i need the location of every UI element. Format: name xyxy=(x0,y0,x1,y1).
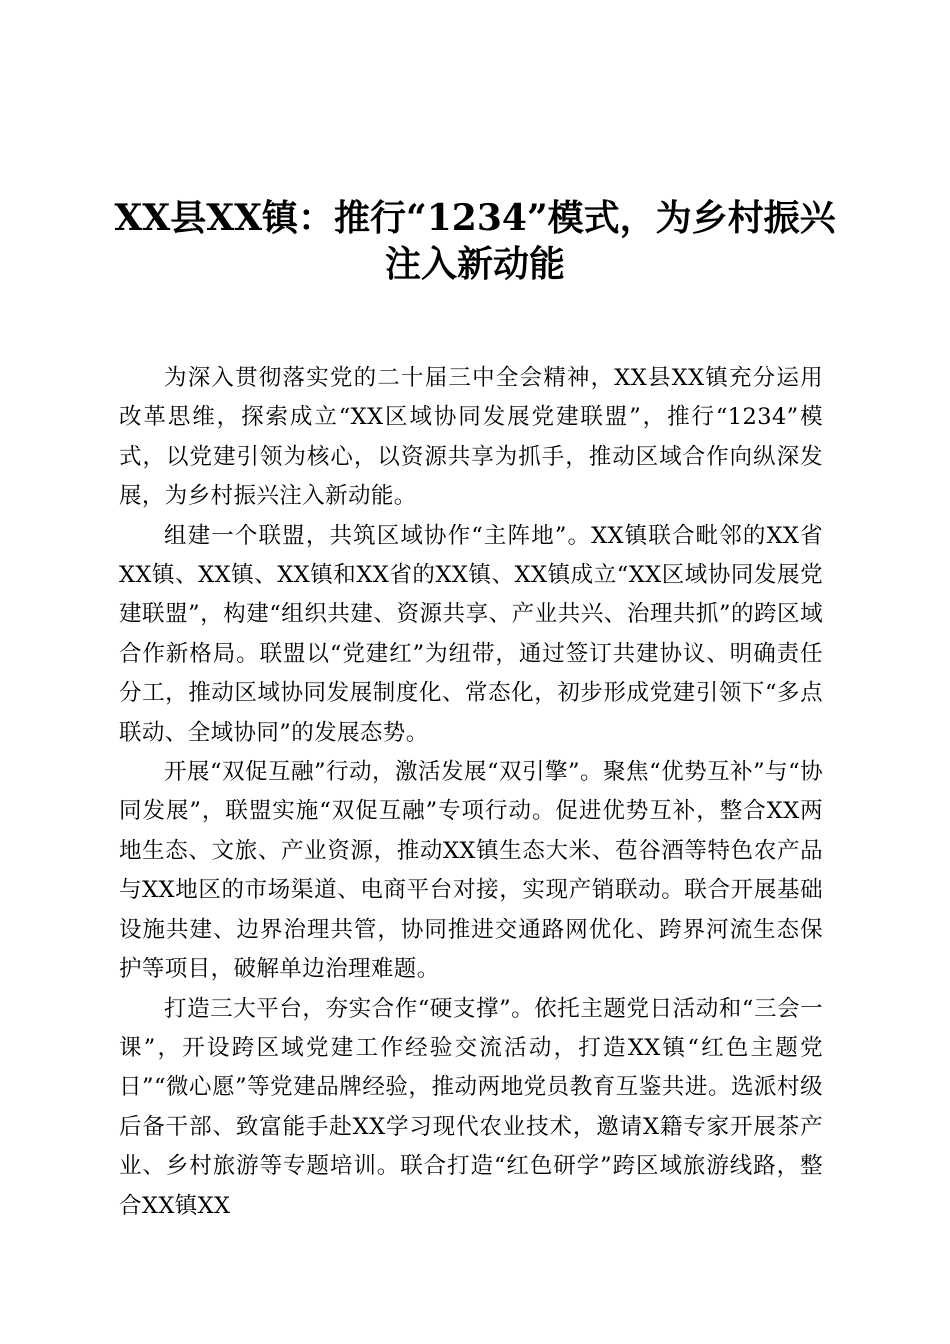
body-paragraph-intro: 为深入贯彻落实党的二十届三中全会精神，XX县XX镇充分运用改革思维，探索成立“XX区域协同发展党建联盟”，推行“1234”模式，以党建引领为核心，以资源共享为抓手，推动区域合作向纵深发展，为乡村振兴注入新动能。 xyxy=(119,365,823,510)
document-title-line-1: XX县XX镇：推行“1234”模式，为乡村振兴 xyxy=(114,197,836,239)
body-paragraph-platforms: 打造三大平台，夯实合作“硬支撑”。依托主题党日活动和“三会一课”，开设跨区域党建工作经验交流活动，打造XX镇“红色主题党日”“微心愿”等党建品牌经验，推动两地党员教育互鉴共进。选派村级后备干部、致富能手赴XX学习现代农业技术，邀请X籍专家开展茶产业、乡村旅游等专题培训。联合打造“红色研学”跨区域旅游线路，整合XX镇XX xyxy=(119,995,823,1219)
body-paragraph-alliance: 组建一个联盟，共筑区域协作“主阵地”。XX镇联合毗邻的XX省XX镇、XX镇、XX镇和XX省的XX镇、XX镇成立“XX区域协同发展党建联盟”，构建“组织共建、资源共享、产业共兴、治理共抓”的跨区域合作新格局。联盟以“党建红”为纽带，通过签订共建协议、明确责任分工，推动区域协同发展制度化、常态化，初步形成党建引领下“多点联动、全域协同”的发展态势。 xyxy=(119,522,823,746)
body-paragraph-dual-action: 开展“双促互融”行动，激活发展“双引擎”。聚焦“优势互补”与“协同发展”，联盟实施“双促互融”专项行动。促进优势互补，整合XX两地生态、文旅、产业资源，推动XX镇生态大米、苞谷酒等特色农产品与XX地区的市场渠道、电商平台对接，实现产销联动。联合开展基础设施共建、边界治理共管，协同推进交通路网优化、跨界河流生态保护等项目，破解单边治理难题。 xyxy=(119,759,823,983)
document-title-line-2: 注入新动能 xyxy=(384,243,565,285)
document-body xyxy=(119,359,823,1226)
